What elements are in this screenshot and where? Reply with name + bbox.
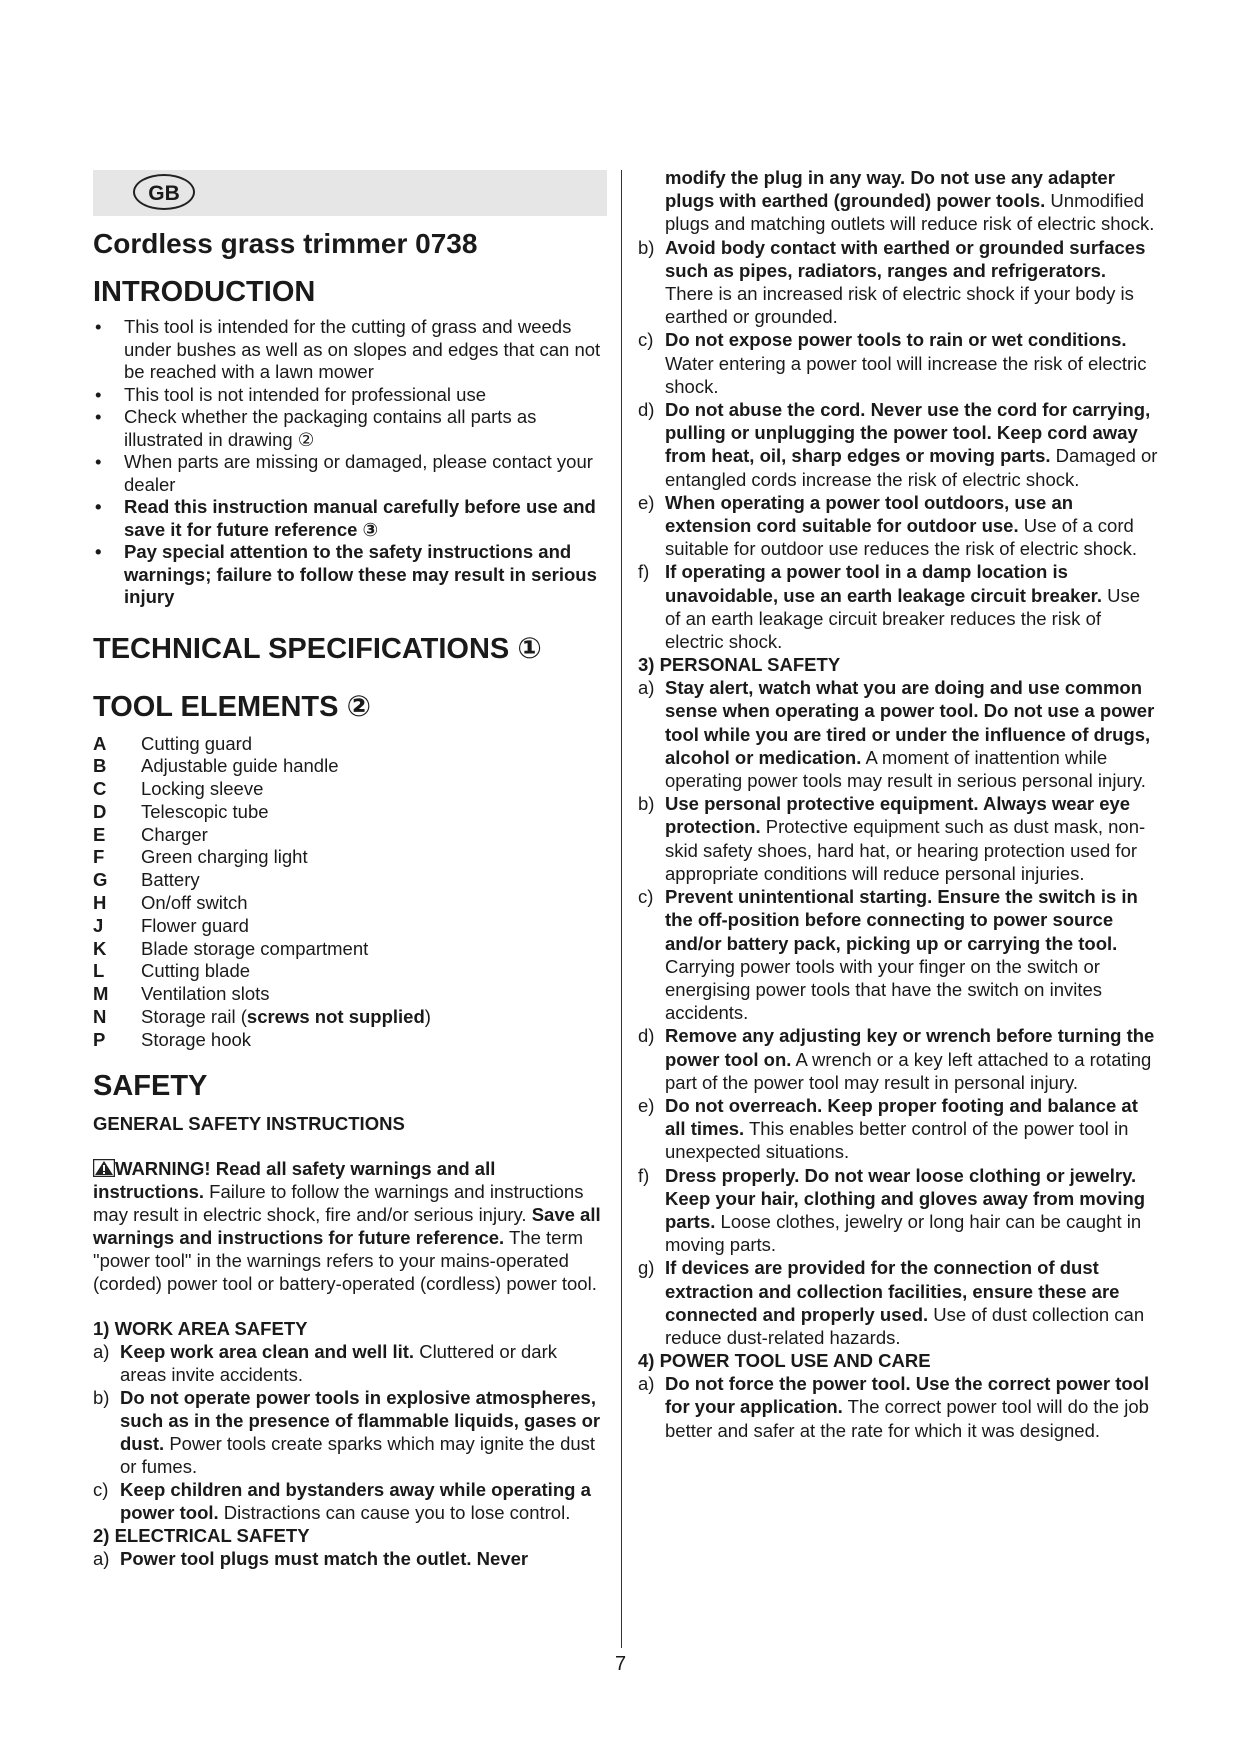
list-item	[93, 1029, 607, 1052]
element-label	[141, 1006, 431, 1029]
list-item	[93, 869, 607, 892]
warning-text-2: The term "power tool" in the warnings refers to your mains-operated (corded) power tool or battery-operated (cordless) power tool.	[93, 1226, 597, 1294]
item-bold: Do not abuse the cord. Never use the cord for carrying, pulling or unplugging the power tool. Keep cord away from heat, oil, sharp edges or moving parts.	[665, 399, 1151, 467]
list-item	[93, 846, 607, 869]
item-bold: When operating a power tool outdoors, use an extension cord suitable for outdoor use.	[665, 491, 1074, 537]
item-label: g)	[638, 1257, 655, 1279]
element-label: Green charging light	[141, 846, 308, 868]
list-item	[638, 560, 1158, 653]
list-item	[638, 1372, 1158, 1442]
item-label: c)	[638, 329, 654, 351]
element-letter: L	[93, 960, 105, 982]
list-item	[93, 1478, 607, 1524]
item-label: b)	[93, 1386, 110, 1408]
page-number: 7	[614, 1653, 627, 1675]
element-letter: H	[93, 892, 107, 914]
item-label: f)	[638, 1164, 650, 1186]
left-column	[93, 170, 607, 1570]
element-label-suffix: )	[424, 1006, 431, 1028]
item-label: a)	[93, 1340, 110, 1362]
work-area-section	[93, 1317, 607, 1570]
item-text: Distractions can cause you to lose control.	[218, 1501, 571, 1523]
technical-specifications-heading: TECHNICAL SPECIFICATIONS ①	[93, 632, 542, 665]
language-badge: GB	[133, 174, 195, 210]
item-bold: Do not overreach. Keep proper footing and balance at all times.	[665, 1094, 1138, 1140]
list-item-continuation	[638, 166, 1158, 236]
list-item	[93, 1006, 607, 1029]
element-label: Flower guard	[141, 914, 249, 936]
element-label: Charger	[141, 823, 208, 845]
warning-paragraph	[93, 1157, 607, 1295]
element-letter: B	[93, 755, 107, 777]
list-item: • Pay special attention to the safety instructions and warnings; failure to follow these may result in serious injury	[93, 541, 607, 609]
list-item	[93, 892, 607, 915]
element-label: Telescopic tube	[141, 800, 269, 822]
item-text: Cluttered or dark areas invite accidents.	[120, 1340, 557, 1385]
element-letter: J	[93, 914, 104, 936]
item-bold: Do not operate power tools in explosive atmospheres, such as in the presence of flammable liquids, gases or dust.	[120, 1386, 601, 1454]
list-item	[93, 755, 607, 778]
list-item	[638, 885, 1158, 1024]
item-text: A wrench or a key left attached to a rotating part of the power tool may result in personal injury.	[665, 1048, 1152, 1093]
item-text: Protective equipment such as dust mask, non-skid safety shoes, hard hat, or hearing protection used for appropriate conditions will reduce personal injuries.	[665, 816, 1146, 884]
warning-icon	[93, 1159, 115, 1177]
work-area-heading: 1) WORK AREA SAFETY	[93, 1317, 308, 1339]
right-column	[638, 166, 1158, 1442]
element-label: On/off switch	[141, 892, 248, 914]
item-text: The correct power tool will do the job better and safer at the rate for which it was designed.	[665, 1396, 1149, 1441]
item-bold: modify the plug in any way. Do not use any adapter plugs with earthed (grounded) power tools.	[665, 167, 1115, 212]
element-letter: K	[93, 937, 107, 959]
item-text: This enables better control of the power tool in unexpected situations.	[665, 1118, 1129, 1163]
item-label: b)	[638, 236, 655, 258]
list-item	[93, 778, 607, 801]
list-item	[638, 1164, 1158, 1257]
list-item: • Check whether the packaging contains all parts as illustrated in drawing ②	[93, 406, 607, 451]
element-letter: A	[93, 732, 107, 754]
item-text: There is an increased risk of electric shock if your body is earthed or grounded.	[665, 283, 1134, 328]
list-item	[93, 801, 607, 824]
item-text: Water entering a power tool will increase the risk of electric shock.	[665, 352, 1147, 397]
item-bold: Prevent unintentional starting. Ensure the switch is in the off-position before connecting to power source and/or battery pack, picking up or carrying the tool.	[665, 886, 1138, 954]
introduction-list	[93, 316, 607, 609]
element-label: Battery	[141, 869, 200, 891]
list-item: • This tool is intended for the cutting of grass and weeds under bushes as well as on slopes and edges that can not be reached with a lawn mower	[93, 316, 607, 384]
element-label: Adjustable guide handle	[141, 755, 339, 777]
list-item	[93, 960, 607, 983]
item-label: d)	[638, 399, 655, 421]
introduction-heading: INTRODUCTION	[93, 276, 316, 308]
item-text: Use of dust collection can reduce dust-related hazards.	[665, 1303, 1145, 1348]
list-item	[638, 491, 1158, 561]
item-bold: Remove any adjusting key or wrench before turning the power tool on.	[665, 1025, 1155, 1070]
item-label: a)	[93, 1547, 110, 1569]
tool-elements-list	[93, 733, 607, 1052]
item-text: A moment of inattention while operating power tools may result in serious personal injury.	[665, 746, 1146, 792]
item-label: f)	[638, 561, 650, 583]
list-item	[638, 328, 1158, 398]
list-item	[638, 1094, 1158, 1164]
element-label-prefix: Storage rail (	[141, 1006, 247, 1028]
list-item	[93, 1340, 607, 1386]
item-label: c)	[93, 1478, 109, 1500]
list-item	[93, 915, 607, 938]
item-label: e)	[638, 1094, 655, 1116]
column-divider	[621, 170, 622, 1648]
element-letter: D	[93, 800, 107, 822]
tool-elements-heading: TOOL ELEMENTS ②	[93, 690, 372, 723]
item-text: Carrying power tools with your finger on the switch or energising power tools that have the switch on invites accidents.	[665, 955, 1103, 1024]
list-item	[638, 792, 1158, 885]
list-item	[638, 1256, 1158, 1349]
list-item: • When parts are missing or damaged, please contact your dealer	[93, 451, 607, 496]
item-bold: Avoid body contact with earthed or grounded surfaces such as pipes, radiators, ranges and refrigerators.	[665, 236, 1146, 281]
item-text: Unmodified plugs and matching outlets will reduce risk of electric shock.	[665, 190, 1155, 235]
item-bold: Power tool plugs must match the outlet. Never	[120, 1547, 529, 1569]
item-text: Use of an earth leakage circuit breaker reduces the risk of electric shock.	[665, 584, 1141, 653]
item-label: d)	[638, 1025, 655, 1047]
item-bold: Dress properly. Do not wear loose clothing or jewelry. Keep your hair, clothing and gloves away from moving parts.	[665, 1164, 1146, 1232]
element-label-bold: screws not supplied	[246, 1006, 425, 1028]
element-label: Storage hook	[141, 1028, 252, 1050]
item-bold: Do not force the power tool. Use the correct power tool for your application.	[665, 1373, 1150, 1418]
language-band	[93, 170, 607, 216]
personal-safety-heading: 3) PERSONAL SAFETY	[638, 654, 841, 676]
list-item: • This tool is not intended for professional use	[93, 384, 607, 407]
list-item	[93, 824, 607, 847]
general-safety-heading: GENERAL SAFETY INSTRUCTIONS	[93, 1112, 405, 1134]
safety-heading: SAFETY	[93, 1069, 208, 1102]
element-label: Cutting blade	[141, 960, 251, 982]
item-bold: Use personal protective equipment. Always wear eye protection.	[665, 793, 1131, 838]
list-item	[93, 1386, 607, 1478]
list-item	[638, 676, 1158, 792]
item-text: Use of a cord suitable for outdoor use reduces the risk of electric shock.	[665, 515, 1137, 560]
item-bold: Keep work area clean and well lit.	[120, 1340, 415, 1362]
element-letter: P	[93, 1028, 106, 1050]
list-item	[93, 938, 607, 961]
document-title: Cordless grass trimmer 0738	[93, 228, 478, 259]
element-letter: F	[93, 846, 105, 868]
item-bold: If devices are provided for the connection of dust extraction and collection facilities, ensure these are connected and properly used.	[665, 1257, 1120, 1325]
item-bold: Stay alert, watch what you are doing and use common sense when operating a power tool. Do not use a power tool while you are tired or under the influence of drugs, alcohol or medication.	[665, 677, 1155, 768]
element-letter: N	[93, 1006, 107, 1028]
list-item	[93, 733, 607, 756]
item-label: b)	[638, 793, 655, 815]
list-item	[638, 236, 1158, 329]
item-text: Damaged or entangled cords increase the risk of electric shock.	[665, 445, 1158, 490]
warning-bold-1: WARNING! Read all safety warnings and all instructions.	[93, 1157, 496, 1202]
item-bold: Do not expose power tools to rain or wet conditions.	[665, 329, 1127, 351]
list-item	[93, 1547, 607, 1570]
item-text: Power tools create sparks which may ignite the dust or fumes.	[120, 1432, 596, 1477]
item-label: a)	[638, 677, 655, 699]
item-label: a)	[638, 1373, 655, 1395]
warning-text-1: Failure to follow the warnings and instructions may result in electric shock, fire and/or serious injury.	[93, 1180, 584, 1225]
element-label: Cutting guard	[141, 732, 253, 754]
element-label: Ventilation slots	[141, 983, 270, 1005]
item-bold: Keep children and bystanders away while operating a power tool.	[120, 1478, 591, 1523]
electrical-heading: 2) ELECTRICAL SAFETY	[93, 1524, 310, 1546]
item-text: Loose clothes, jewelry or long hair can be caught in moving parts.	[665, 1210, 1142, 1256]
element-letter: G	[93, 869, 108, 891]
element-label: Blade storage compartment	[141, 937, 369, 959]
item-bold: If operating a power tool in a damp location is unavoidable, use an earth leakage circuit breaker.	[665, 561, 1102, 606]
list-item	[638, 398, 1158, 491]
list-item	[93, 983, 607, 1006]
element-letter: C	[93, 778, 107, 800]
element-label: Locking sleeve	[141, 778, 264, 800]
warning-bold-2: Save all warnings and instructions for future reference.	[93, 1203, 601, 1248]
list-item	[638, 1024, 1158, 1094]
list-item: • Read this instruction manual carefully before use and save it for future reference ③	[93, 496, 607, 541]
power-tool-use-heading: 4) POWER TOOL USE AND CARE	[638, 1350, 931, 1372]
element-letter: M	[93, 983, 109, 1005]
item-label: e)	[638, 491, 655, 513]
element-letter: E	[93, 823, 106, 845]
item-label: c)	[638, 886, 654, 908]
